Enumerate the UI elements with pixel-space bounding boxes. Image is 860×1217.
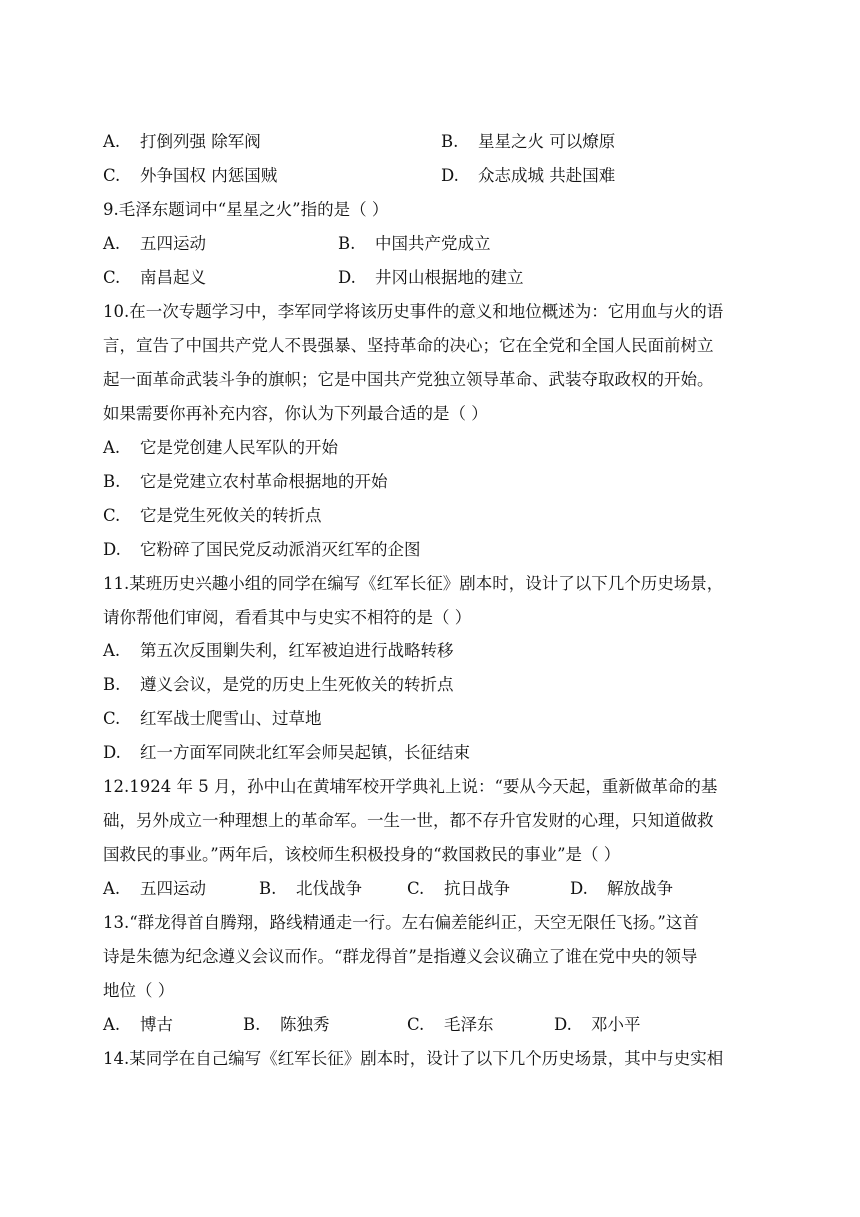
- q11-stem-line-1: 11.某班历史兴趣小组的同学在编写《红军长征》剧本时，设计了以下几个历史场景，: [103, 574, 724, 593]
- option-letter: D.: [338, 268, 356, 287]
- q12-option-c[interactable]: [407, 879, 510, 899]
- q13-stem-line-1: 13.“群龙得首自腾翔，路线精通走一行。左右偏差能纠正，天空无限任飞扬。”这首: [103, 913, 699, 932]
- option-text: 它是党建立农村革命根据地的开始: [140, 472, 388, 491]
- q10-stem-line-3: 起一面革命武装斗争的旗帜；它是中国共产党独立领导革命、武装夺取政权的开始。: [103, 370, 714, 389]
- q11-option-d[interactable]: [103, 743, 763, 763]
- q10-stem-line-4: 如果需要你再补充内容，你认为下列最合适的是（ ）: [103, 404, 488, 423]
- q10-option-a[interactable]: [103, 438, 763, 458]
- option-letter: C.: [407, 1015, 425, 1034]
- option-text: 博古: [140, 1015, 173, 1034]
- option-letter: B.: [103, 675, 121, 694]
- option-letter: D.: [103, 743, 121, 762]
- q13-stem-line-3: 地位（ ）: [103, 981, 175, 1000]
- q8-option-c[interactable]: [103, 166, 277, 186]
- option-text: 打倒列强 除军阀: [140, 132, 261, 151]
- option-text: 众志成城 共赴国难: [478, 166, 616, 185]
- q9-option-c[interactable]: [103, 268, 206, 288]
- option-letter: B.: [441, 132, 459, 151]
- option-text: 邓小平: [591, 1015, 641, 1034]
- q13-option-a[interactable]: [103, 1015, 173, 1035]
- q13-option-c[interactable]: [407, 1015, 494, 1035]
- q9-option-a[interactable]: [103, 234, 206, 254]
- option-text: 井冈山根据地的建立: [375, 268, 524, 287]
- option-letter: C.: [103, 506, 121, 525]
- option-letter: C.: [407, 879, 425, 898]
- option-letter: B.: [243, 1015, 261, 1034]
- q13-stem-line-2: 诗是朱德为纪念遵义会议而作。“群龙得首”是指遵义会议确立了谁在党中央的领导: [103, 947, 698, 966]
- option-text: 它粉碎了国民党反动派消灭红军的企图: [140, 540, 421, 559]
- option-text: 星星之火 可以燎原: [478, 132, 616, 151]
- q13-option-b[interactable]: [243, 1015, 330, 1035]
- q10-option-d[interactable]: [103, 540, 763, 560]
- q9-stem: 9.毛泽东题词中“星星之火”指的是（ ）: [103, 200, 389, 219]
- option-letter: D.: [570, 879, 588, 898]
- option-text: 陈独秀: [280, 1015, 330, 1034]
- q12-stem-line-2: 础，另外成立一种理想上的革命军。一生一世，都不存升官发财的心理，只知道做救: [103, 811, 714, 830]
- option-text: 它是党创建人民军队的开始: [140, 438, 338, 457]
- q11-option-b[interactable]: [103, 675, 763, 695]
- option-letter: A.: [103, 132, 121, 151]
- option-text: 解放战争: [607, 879, 673, 898]
- q12-stem-line-3: 国救民的事业。”两年后，该校师生积极投身的“救国救民的事业”是（ ）: [103, 845, 621, 864]
- q11-option-a[interactable]: [103, 641, 763, 661]
- option-text: 第五次反围剿失利，红军被迫进行战略转移: [140, 641, 454, 660]
- option-letter: C.: [103, 709, 121, 728]
- option-letter: B.: [103, 472, 121, 491]
- q9-option-b[interactable]: [338, 234, 491, 254]
- option-text: 五四运动: [140, 234, 206, 253]
- option-letter: A.: [103, 1015, 121, 1034]
- option-letter: D.: [441, 166, 459, 185]
- option-text: 遵义会议，是党的历史上生死攸关的转折点: [140, 675, 454, 694]
- q12-stem-line-1: 12.1924 年 5 月，孙中山在黄埔军校开学典礼上说：“要从今天起，重新做革命的基: [103, 777, 718, 796]
- option-letter: A.: [103, 641, 121, 660]
- option-letter: B.: [259, 879, 277, 898]
- option-text: 红军战士爬雪山、过草地: [140, 709, 322, 728]
- q9-option-d[interactable]: [338, 268, 524, 288]
- option-text: 南昌起义: [140, 268, 206, 287]
- q13-option-d[interactable]: [554, 1015, 641, 1035]
- option-text: 中国共产党成立: [375, 234, 491, 253]
- q11-stem-line-2: 请你帮他们审阅，看看其中与史实不相符的是（ ）: [103, 608, 472, 627]
- option-letter: C.: [103, 166, 121, 185]
- option-text: 北伐战争: [296, 879, 362, 898]
- option-text: 毛泽东: [444, 1015, 494, 1034]
- q8-option-d[interactable]: [441, 166, 615, 186]
- option-letter: C.: [103, 268, 121, 287]
- option-text: 五四运动: [140, 879, 206, 898]
- q10-option-b[interactable]: [103, 472, 763, 492]
- option-text: 它是党生死攸关的转折点: [140, 506, 322, 525]
- q8-option-b[interactable]: [441, 132, 615, 152]
- option-letter: D.: [554, 1015, 572, 1034]
- option-letter: A.: [103, 438, 121, 457]
- option-letter: B.: [338, 234, 356, 253]
- option-letter: A.: [103, 879, 121, 898]
- q12-option-b[interactable]: [259, 879, 362, 899]
- q8-option-a[interactable]: [103, 132, 261, 152]
- option-text: 抗日战争: [444, 879, 510, 898]
- q10-stem-line-2: 言，宣告了中国共产党人不畏强暴、坚持革命的决心；它在全党和全国人民面前树立: [103, 336, 714, 355]
- q14-stem-line-1: 14.某同学在自己编写《红军长征》剧本时，设计了以下几个历史场景，其中与史实相: [103, 1049, 724, 1068]
- q11-option-c[interactable]: [103, 709, 763, 729]
- option-text: 外争国权 内惩国贼: [140, 166, 278, 185]
- option-text: 红一方面军同陕北红军会师吴起镇，长征结束: [140, 743, 470, 762]
- q12-option-a[interactable]: [103, 879, 206, 899]
- q12-option-d[interactable]: [570, 879, 673, 899]
- q10-stem-line-1: 10.在一次专题学习中，李军同学将该历史事件的意义和地位概述为：它用血与火的语: [103, 302, 724, 321]
- option-letter: D.: [103, 540, 121, 559]
- option-letter: A.: [103, 234, 121, 253]
- q10-option-c[interactable]: [103, 506, 763, 526]
